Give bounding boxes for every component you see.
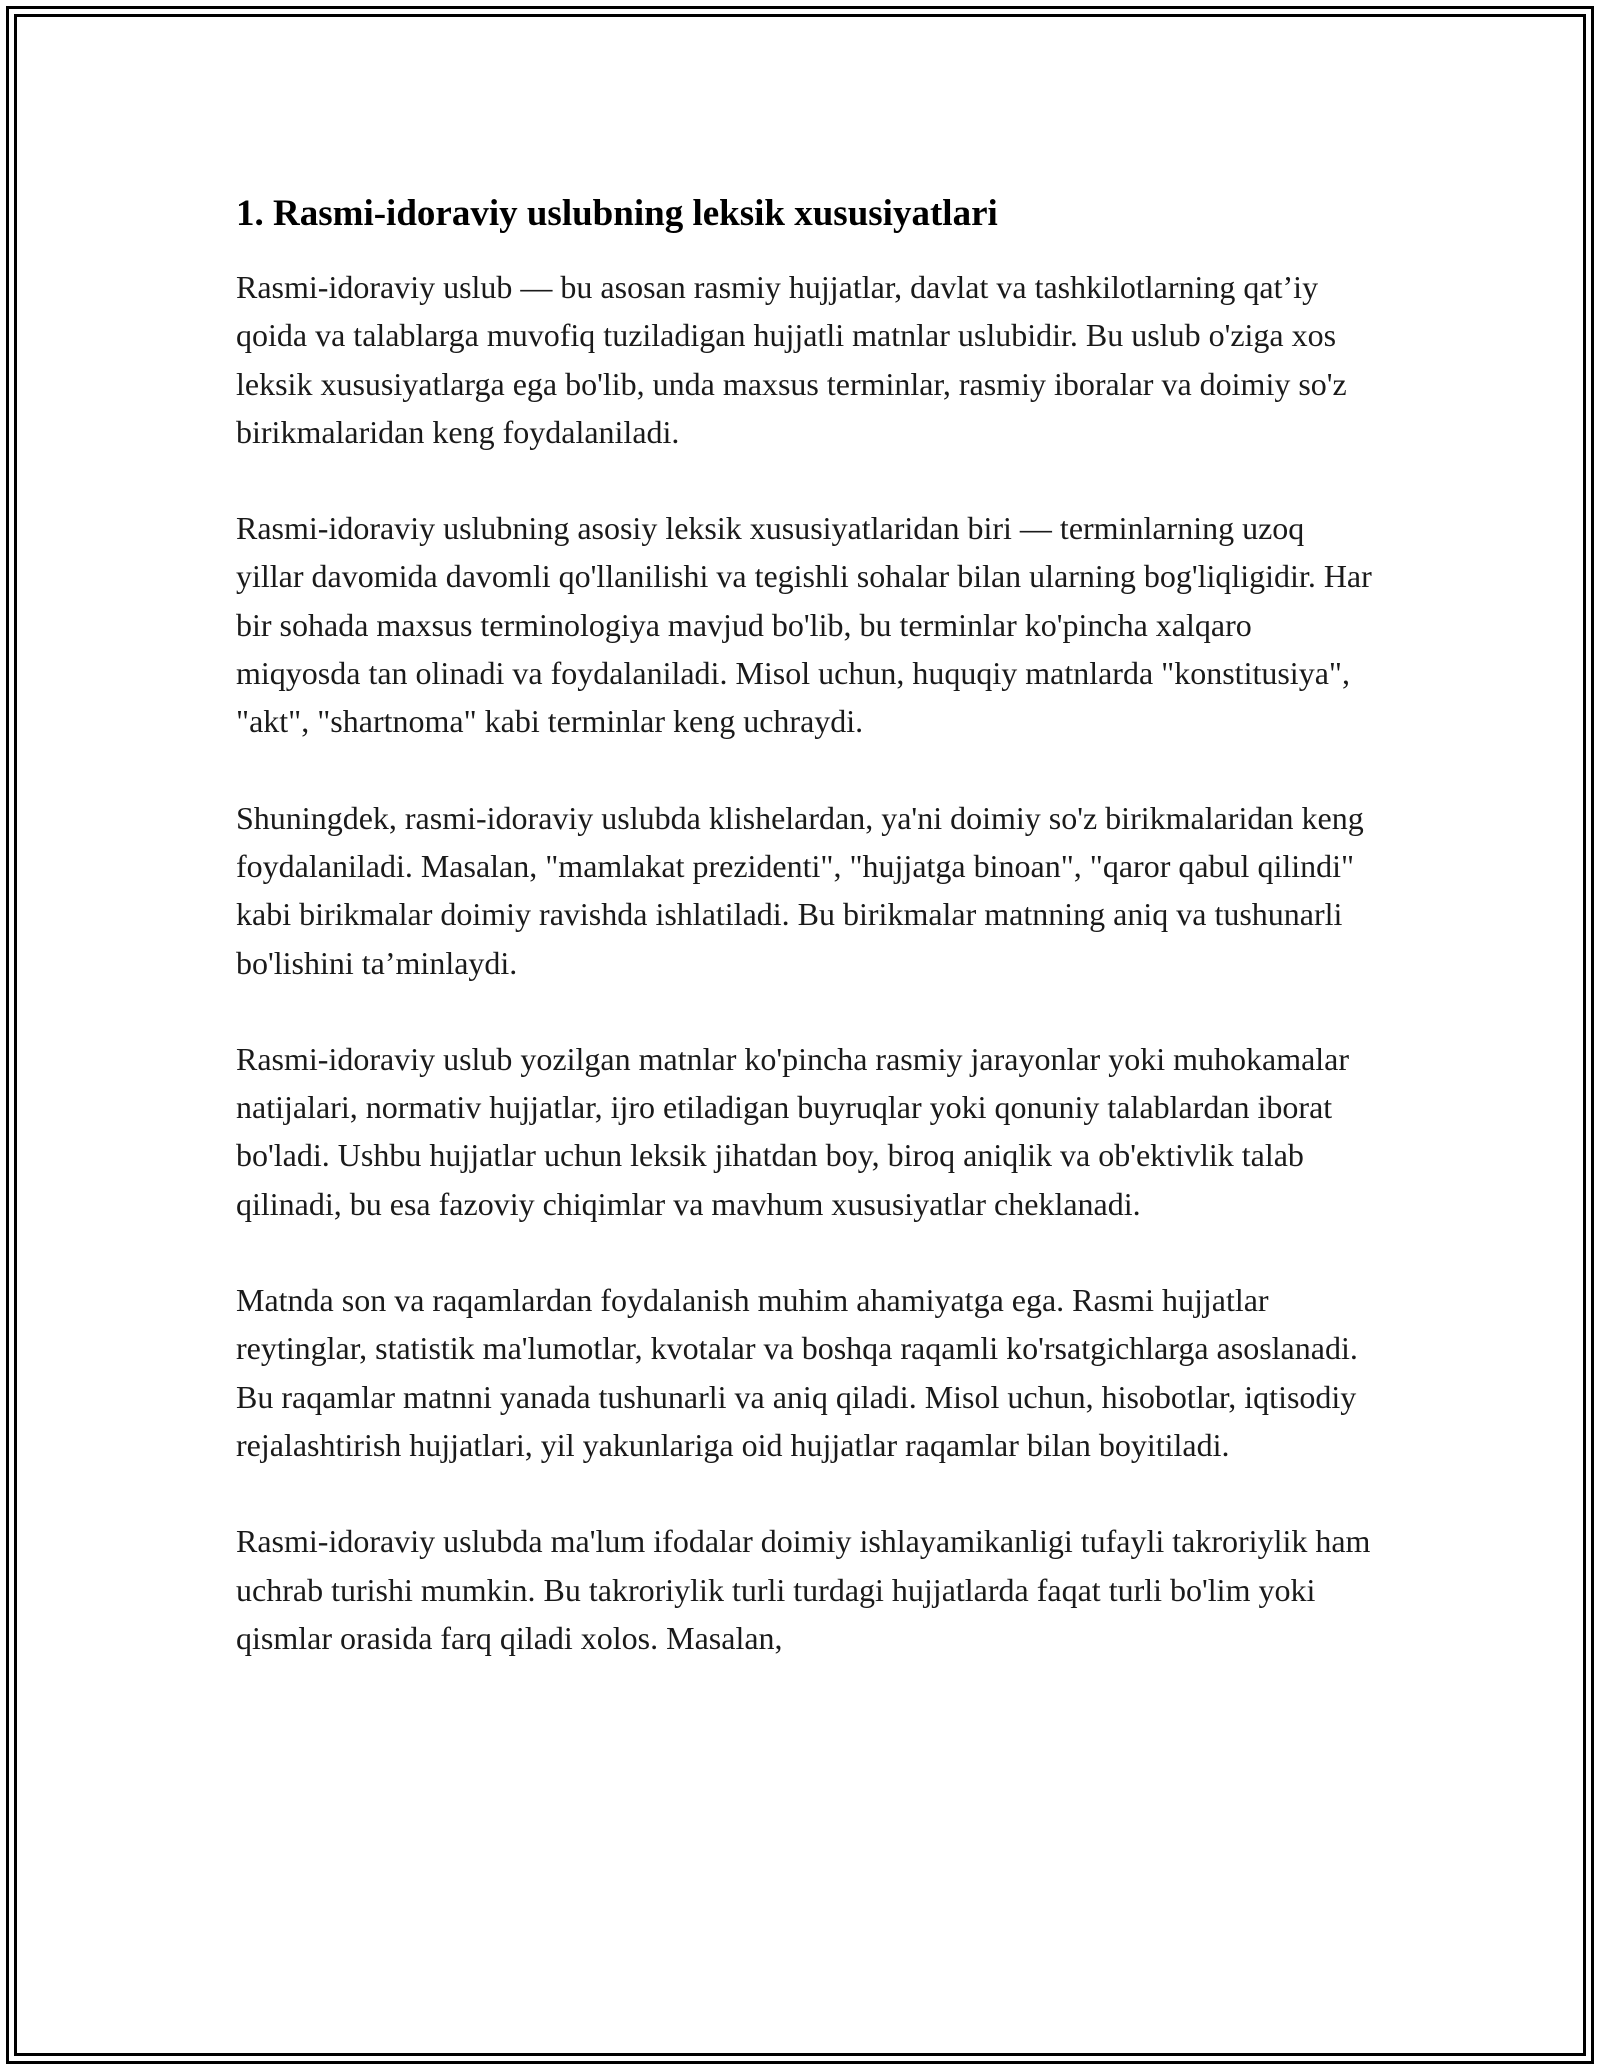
paragraph-5: Matnda son va raqamlardan foydalanish muhim ahamiyatga ega. Rasmi hujjatlar reytinglar, statistik ma'lumotlar, kvotalar va boshqa raqamli ko'rsatgichlarga asoslanadi. Bu raqamlar matnni yanada tushunarli va aniq qiladi. Misol uchun, hisobotlar, iqtisodiy rejalashtirish hujjatlari, yil yakunlariga oid hujjatlar raqamlar bilan boyitiladi. <box>236 1282 1358 1463</box>
section-heading: 1. Rasmi-idoraviy uslubning leksik xususiyatlari <box>236 193 998 234</box>
paragraph-3: Shuningdek, rasmi-idoraviy uslubda klishelardan, ya'ni doimiy so'z birikmalaridan keng foydalaniladi. Masalan, "mamlakat prezidenti", "hujjatga binoan", "qaror qabul qilindi" kabi birikmalar doimiy ravishda ishlatiladi. Bu birikmalar matnning aniq va tushunarli bo'lishini ta’minlaydi. <box>236 799 1364 981</box>
paragraph-2: Rasmi-idoraviy uslubning asosiy leksik xususiyatlaridan biri — terminlarning uzoq yillar davomida davomli qo'llanilishi va tegishli sohalar bilan ularning bog'liqligidir. Har bir sohada maxsus terminologiya mavjud bo'lib, bu terminlar ko'pincha xalqaro miqyosda tan olinadi va foydalaniladi. Misol uchun, huquqiy matnlarda "konstitusiya", "akt", "shartnoma" kabi terminlar keng uchraydi. <box>236 510 1372 740</box>
paragraph-6: Rasmi-idoraviy uslubda ma'lum ifodalar doimiy ishlayamikanligi tufayli takroriylik ham uchrab turishi mumkin. Bu takroriylik turli turdagi hujjatlarda faqat turli bo'lim yoki qismlar orasida farq qiladi xolos. Masalan, <box>236 1523 1371 1656</box>
document-body <box>236 188 1376 1710</box>
paragraph-1: Rasmi-idoraviy uslub — bu asosan rasmiy hujjatlar, davlat va tashkilotlarning qat’iy qoida va talablarga muvofiq tuziladigan hujjatli matnlar uslubidir. Bu uslub o'ziga xos leksik xususiyatlarga ega bo'lib, unda maxsus terminlar, rasmiy iboralar va doimiy so'z birikmalaridan keng foydalaniladi. <box>236 269 1347 450</box>
paragraph-4: Rasmi-idoraviy uslub yozilgan matnlar ko'pincha rasmiy jarayonlar yoki muhokamalar natijalari, normativ hujjatlar, ijro etiladigan buyruqlar yoki qonuniy talablardan iborat bo'ladi. Ushbu hujjatlar uchun leksik jihatdan boy, biroq aniqlik va ob'ektivlik talab qilinadi, bu esa fazoviy chiqimlar va mavhum xususiyatlar cheklanadi. <box>236 1040 1350 1222</box>
